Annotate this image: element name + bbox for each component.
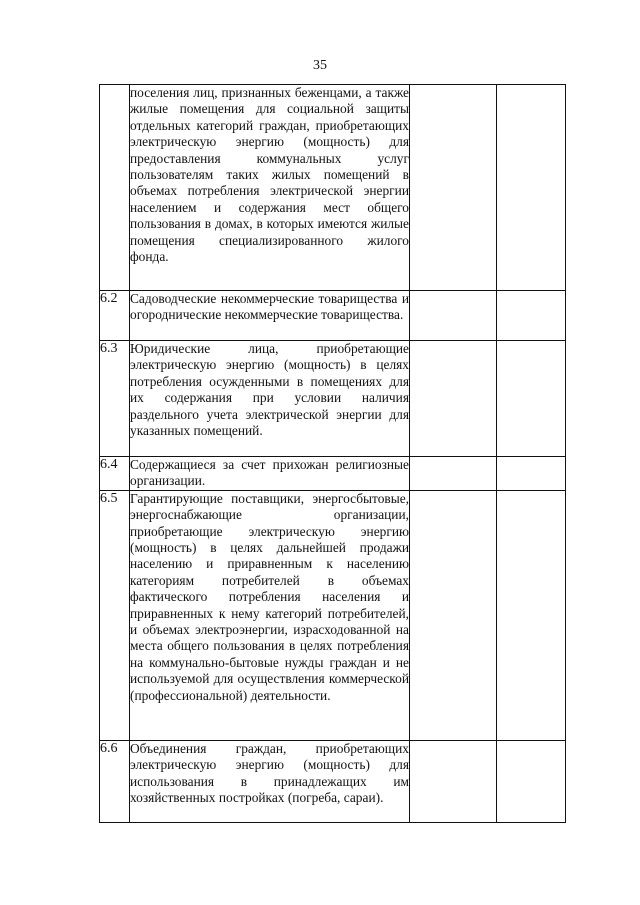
table-row xyxy=(100,341,566,457)
row-description-cell: Объединения граждан, приобретающих электрическую энергию (мощность) для использования в принадлежащих им хозяйственных постройках (погреба, сараи). xyxy=(130,740,410,822)
row-number-cell: 6.6 xyxy=(100,740,130,822)
empty-value-cell xyxy=(497,85,566,291)
empty-value-cell xyxy=(497,457,566,491)
row-description-cell: Содержащиеся за счет прихожан религиозные организации. xyxy=(130,457,409,489)
row-description-cell: Юридические лица, приобретающие электрическую энергию (мощность) в целях потребления осужденными в помещениях для их содержания при условии наличия раздельного учета электрической энергии для указанных помещений. xyxy=(130,341,410,457)
row-number-cell: 6.2 xyxy=(100,291,130,341)
table-row xyxy=(100,457,566,491)
row-number-cell: 6.3 xyxy=(100,341,130,457)
row-number-cell xyxy=(100,85,130,291)
empty-value-cell xyxy=(410,457,497,491)
empty-value-cell xyxy=(497,291,566,341)
empty-value-cell xyxy=(410,291,497,341)
table-row xyxy=(100,291,566,341)
empty-value-cell xyxy=(410,341,497,457)
empty-value-cell xyxy=(410,85,497,291)
row-number-cell: 6.4 xyxy=(100,457,130,491)
empty-value-cell xyxy=(497,740,566,822)
tariff-category-table xyxy=(99,84,566,823)
row-description-cell: Гарантирующие поставщики, энергосбытовые, энергоснабжающие организации, приобретающие электрическую энергию (мощность) в целях дальнейшей продажи населению и приравненным к населению категориям потребителей в объемах фактического потребления населения и приравненных к нему категорий потребителей, и объемах электроэнергии, израсходованной на места общего пользования в целях потребления на коммунально-бытовые нужды граждан и не используемой для осуществления коммерческой (профессиональной) деятельности. xyxy=(130,490,410,740)
empty-value-cell xyxy=(497,341,566,457)
empty-value-cell xyxy=(410,490,497,740)
table-row xyxy=(100,740,566,822)
empty-value-cell xyxy=(410,740,497,822)
empty-value-cell xyxy=(497,490,566,740)
row-description-cell: Садоводческие некоммерческие товарищества и огороднические некоммерческие товарищества. xyxy=(130,291,410,341)
page-number: 35 xyxy=(313,58,327,73)
table-row xyxy=(100,490,566,740)
row-number-cell: 6.5 xyxy=(100,490,130,740)
table-row xyxy=(100,85,566,291)
row-description-cell: поселения лиц, признанных беженцами, а также жилые помещения для социальной защиты отдельных категорий граждан, приобретающих электрическую энергию (мощность) для предоставления коммунальных услуг пользователям таких жилых помещений в объемах потребления электрической энергии населением и содержания мест общего пользования в домах, в которых имеются жилые помещения специализированного жилого фонда. xyxy=(130,85,410,291)
